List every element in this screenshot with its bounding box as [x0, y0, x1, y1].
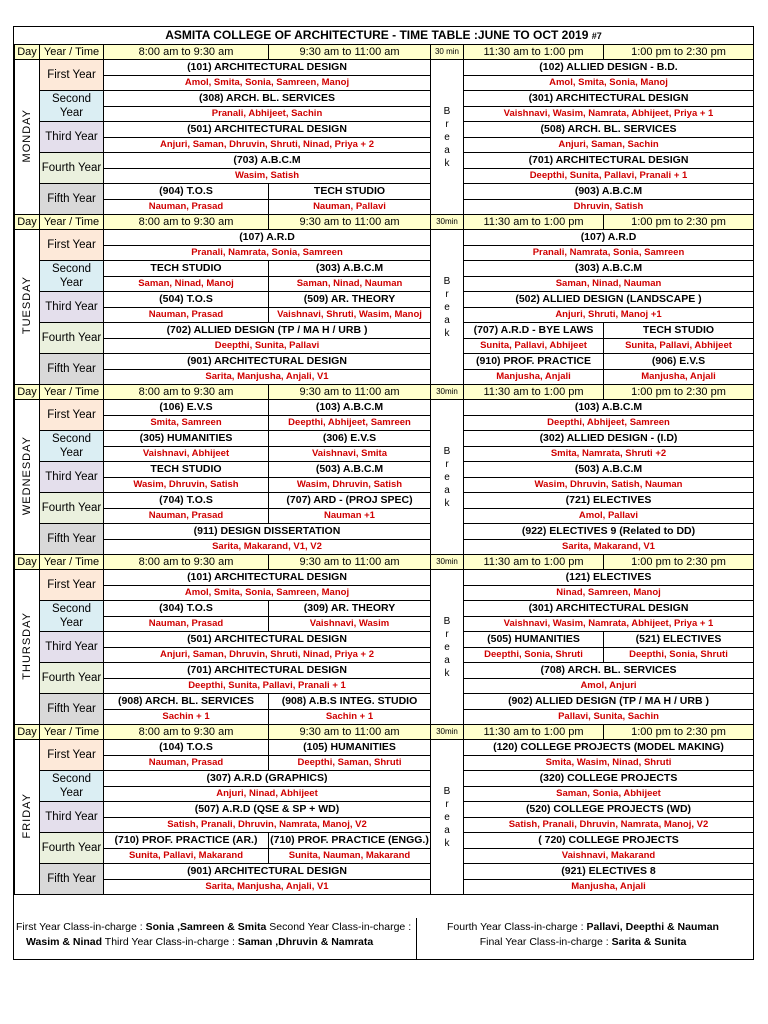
course-cell: (107) A.R.D	[464, 230, 754, 246]
course-cell: (304) T.O.S	[104, 601, 269, 617]
faculty-cell: Deepthi, Saman, Shruti	[269, 756, 431, 771]
header-slot-4: 1:00 pm to 2:30 pm	[604, 385, 754, 400]
day-name: FRIDAY	[21, 792, 33, 839]
faculty-cell: Satish, Pranali, Dhruvin, Namrata, Manoj, V2	[464, 818, 754, 833]
header-year-time: Year / Time	[40, 725, 104, 740]
year-label: First Year	[40, 400, 104, 431]
faculty-cell: Sarita, Makarand, V1	[464, 540, 754, 555]
course-cell: (901) ARCHITECTURAL DESIGN	[104, 354, 431, 370]
course-cell: (520) COLLEGE PROJECTS (WD)	[464, 802, 754, 818]
course-cell: ( 720) COLLEGE PROJECTS	[464, 833, 754, 849]
header-year-time: Year / Time	[40, 385, 104, 400]
break-letter: e	[444, 131, 450, 143]
header-slot-2: 9:30 am to 11:00 am	[269, 555, 431, 570]
faculty-cell: Vaishnavi, Smita	[269, 447, 431, 462]
day-label-tuesday	[15, 230, 40, 385]
faculty-cell: Satish, Pranali, Dhruvin, Namrata, Manoj, V2	[104, 818, 431, 833]
header-slot-4: 1:00 pm to 2:30 pm	[604, 215, 754, 230]
year-label: Third Year	[40, 632, 104, 663]
course-cell: (708) ARCH. BL. SERVICES	[464, 663, 754, 679]
faculty-cell: Nauman, Prasad	[104, 308, 269, 323]
course-cell: (501) ARCHITECTURAL DESIGN	[104, 122, 431, 138]
course-cell: (721) ELECTIVES	[464, 493, 754, 509]
faculty-cell: Anjuri, Shruti, Manoj +1	[464, 308, 754, 323]
faculty-cell: Nauman +1	[269, 509, 431, 524]
timetable-grid	[14, 44, 754, 895]
header-slot-3: 11:30 am to 1:00 pm	[464, 45, 604, 60]
break-letter: a	[444, 654, 450, 666]
faculty-cell: Pranali, Abhijeet, Sachin	[104, 107, 431, 122]
first-year-incharge-label: First Year Class-in-charge :	[16, 921, 146, 933]
course-cell: (703) A.B.C.M	[104, 153, 431, 169]
course-cell: (309) AR. THEORY	[269, 601, 431, 617]
break-letter: a	[444, 314, 450, 326]
course-cell: (320) COLLEGE PROJECTS	[464, 771, 754, 787]
course-cell: TECH STUDIO	[104, 462, 269, 478]
year-label: First Year	[40, 570, 104, 601]
faculty-cell: Smita, Namrata, Shruti +2	[464, 447, 754, 462]
course-cell: (710) PROF. PRACTICE (ENGG.)	[269, 833, 431, 849]
course-cell: (503) A.B.C.M	[269, 462, 431, 478]
course-cell: (701) ARCHITECTURAL DESIGN	[104, 663, 431, 679]
year-label: Fifth Year	[40, 864, 104, 895]
faculty-cell: Nauman, Pallavi	[269, 200, 431, 215]
course-cell: (901) ARCHITECTURAL DESIGN	[104, 864, 431, 880]
faculty-cell: Wasim, Satish	[104, 169, 431, 184]
final-year-incharge-label: Final Year Class-in-charge :	[479, 936, 612, 948]
faculty-cell: Wasim, Dhruvin, Satish, Nauman	[464, 478, 754, 493]
page-title	[14, 27, 753, 45]
course-cell: (501) ARCHITECTURAL DESIGN	[104, 632, 431, 648]
break-letter: k	[444, 497, 450, 509]
first-year-incharge-names: Sonia ,Samreen & Smita	[145, 921, 267, 933]
faculty-cell: Manjusha, Anjali	[604, 370, 754, 385]
day-name: WEDNESDAY	[21, 435, 33, 516]
course-cell: (120) COLLEGE PROJECTS (MODEL MAKING)	[464, 740, 754, 756]
faculty-cell: Sunita, Nauman, Makarand	[269, 849, 431, 864]
year-label: Third Year	[40, 462, 104, 493]
faculty-cell: Deepthi, Sonia, Shruti	[604, 648, 754, 663]
break-letter: r	[445, 798, 449, 810]
header-break: 30min	[431, 385, 464, 400]
header-day: Day	[15, 215, 40, 230]
year-label: Third Year	[40, 122, 104, 153]
header-day: Day	[15, 385, 40, 400]
day-name: TUESDAY	[21, 276, 33, 335]
title-text: ASMITA COLLEGE OF ARCHITECTURE - TIME TABLE :JUNE TO OCT 2019	[165, 28, 589, 42]
course-cell: (922) ELECTIVES 9 (Related to DD)	[464, 524, 754, 540]
faculty-cell: Deepthi, Abhijeet, Samreen	[464, 416, 754, 431]
year-label: Second Year	[40, 601, 104, 632]
course-cell: (121) ELECTIVES	[464, 570, 754, 586]
break-letter: B	[443, 445, 451, 457]
course-cell: (908) ARCH. BL. SERVICES	[104, 694, 269, 710]
faculty-cell: Deepthi, Sunita, Pallavi, Pranali + 1	[104, 679, 431, 694]
course-cell: (102) ALLIED DESIGN - B.D.	[464, 60, 754, 76]
course-cell: (904) T.O.S	[104, 184, 269, 200]
faculty-cell: Saman, Sonia, Abhijeet	[464, 787, 754, 802]
course-cell: (710) PROF. PRACTICE (AR.)	[104, 833, 269, 849]
fourth-year-incharge-label: Fourth Year Class-in-charge :	[447, 921, 587, 933]
header-break: 30 min	[431, 45, 464, 60]
break-letter: r	[445, 118, 449, 130]
header-slot-2: 9:30 am to 11:00 am	[269, 215, 431, 230]
faculty-cell: Nauman, Prasad	[104, 756, 269, 771]
header-slot-3: 11:30 am to 1:00 pm	[464, 385, 604, 400]
break-letter: r	[445, 458, 449, 470]
day-label-friday	[15, 740, 40, 895]
year-label: First Year	[40, 230, 104, 261]
header-slot-2: 9:30 am to 11:00 am	[269, 385, 431, 400]
break-letter: a	[444, 824, 450, 836]
faculty-cell: Vaishnavi, Abhijeet	[104, 447, 269, 462]
break-letter: B	[443, 785, 451, 797]
course-cell: (521) ELECTIVES	[604, 632, 754, 648]
faculty-cell: Nauman, Prasad	[104, 617, 269, 632]
year-label: Second Year	[40, 771, 104, 802]
break-letter: k	[444, 837, 450, 849]
fourth-year-incharge-names: Pallavi, Deepthi & Nauman	[586, 921, 719, 933]
header-slot-3: 11:30 am to 1:00 pm	[464, 725, 604, 740]
faculty-cell: Sachin + 1	[104, 710, 269, 725]
year-label: Fifth Year	[40, 354, 104, 385]
course-cell: TECH STUDIO	[604, 323, 754, 339]
break-letter: B	[443, 105, 451, 117]
faculty-cell: Wasim, Dhruvin, Satish	[104, 478, 269, 493]
year-label: Third Year	[40, 802, 104, 833]
faculty-cell: Amol, Smita, Sonia, Manoj	[464, 76, 754, 91]
course-cell: (305) HUMANITIES	[104, 431, 269, 447]
faculty-cell: Sunita, Pallavi, Abhijeet	[604, 339, 754, 354]
faculty-cell: Smita, Wasim, Ninad, Shruti	[464, 756, 754, 771]
faculty-cell: Deepthi, Sunita, Pallavi, Pranali + 1	[464, 169, 754, 184]
faculty-cell: Sarita, Manjusha, Anjali, V1	[104, 880, 431, 895]
year-label: Fourth Year	[40, 663, 104, 694]
header-break: 30min	[431, 555, 464, 570]
course-cell: (107) A.R.D	[104, 230, 431, 246]
faculty-cell: Sachin + 1	[269, 710, 431, 725]
break-letter: e	[444, 641, 450, 653]
faculty-cell: Amol, Anjuri	[464, 679, 754, 694]
course-cell: (101) ARCHITECTURAL DESIGN	[104, 60, 431, 76]
course-cell: (921) ELECTIVES 8	[464, 864, 754, 880]
faculty-cell: Anjuri, Saman, Dhruvin, Shruti, Ninad, Priya + 2	[104, 138, 431, 153]
header-slot-1: 8:00 am to 9:30 am	[104, 385, 269, 400]
header-slot-1: 8:00 am to 9:30 am	[104, 555, 269, 570]
break-letter: k	[444, 667, 450, 679]
header-slot-2: 9:30 am to 11:00 am	[269, 725, 431, 740]
faculty-cell: Amol, Smita, Sonia, Samreen, Manoj	[104, 586, 431, 601]
final-year-incharge-names: Sarita & Sunita	[611, 936, 687, 948]
year-label: Fourth Year	[40, 323, 104, 354]
year-label: Second Year	[40, 91, 104, 122]
header-slot-4: 1:00 pm to 2:30 pm	[604, 45, 754, 60]
faculty-cell: Deepthi, Abhijeet, Samreen	[269, 416, 431, 431]
faculty-cell: Sarita, Manjusha, Anjali, V1	[104, 370, 431, 385]
year-label: Fifth Year	[40, 694, 104, 725]
day-label-monday	[15, 60, 40, 215]
faculty-cell: Anjuri, Ninad, Abhijeet	[104, 787, 431, 802]
header-slot-1: 8:00 am to 9:30 am	[104, 45, 269, 60]
faculty-cell: Smita, Samreen	[104, 416, 269, 431]
year-label: First Year	[40, 60, 104, 91]
break-column	[431, 230, 464, 385]
course-cell: (101) ARCHITECTURAL DESIGN	[104, 570, 431, 586]
faculty-cell: Anjuri, Saman, Dhruvin, Shruti, Ninad, Priya + 2	[104, 648, 431, 663]
header-slot-2: 9:30 am to 11:00 am	[269, 45, 431, 60]
day-name: MONDAY	[21, 108, 33, 163]
break-letter: a	[444, 144, 450, 156]
year-label: Second Year	[40, 261, 104, 292]
course-cell: (105) HUMANITIES	[269, 740, 431, 756]
day-label-thursday	[15, 570, 40, 725]
header-day: Day	[15, 725, 40, 740]
faculty-cell: Deepthi, Sonia, Shruti	[464, 648, 604, 663]
course-cell: (704) T.O.S	[104, 493, 269, 509]
faculty-cell: Anjuri, Saman, Sachin	[464, 138, 754, 153]
header-slot-4: 1:00 pm to 2:30 pm	[604, 725, 754, 740]
course-cell: (911) DESIGN DISSERTATION	[104, 524, 431, 540]
header-slot-1: 8:00 am to 9:30 am	[104, 215, 269, 230]
faculty-cell: Saman, Ninad, Nauman	[269, 277, 431, 292]
header-break: 30min	[431, 725, 464, 740]
course-cell: (906) E.V.S	[604, 354, 754, 370]
course-cell: (308) ARCH. BL. SERVICES	[104, 91, 431, 107]
year-label: Fourth Year	[40, 493, 104, 524]
course-cell: (908) A.B.S INTEG. STUDIO	[269, 694, 431, 710]
break-column	[431, 400, 464, 555]
course-cell: (307) A.R.D (GRAPHICS)	[104, 771, 431, 787]
header-slot-3: 11:30 am to 1:00 pm	[464, 555, 604, 570]
header-year-time: Year / Time	[40, 555, 104, 570]
faculty-cell: Vaishnavi, Makarand	[464, 849, 754, 864]
second-year-incharge-names: Wasim & Ninad	[26, 936, 103, 948]
course-cell: (303) A.B.C.M	[269, 261, 431, 277]
footer-right	[418, 920, 748, 950]
course-cell: (509) AR. THEORY	[269, 292, 431, 308]
course-cell: (503) A.B.C.M	[464, 462, 754, 478]
faculty-cell: Deepthi, Sunita, Pallavi	[104, 339, 431, 354]
timetable-sheet	[13, 26, 754, 960]
faculty-cell: Sunita, Pallavi, Makarand	[104, 849, 269, 864]
faculty-cell: Pranali, Namrata, Sonia, Samreen	[464, 246, 754, 261]
faculty-cell: Sunita, Pallavi, Abhijeet	[464, 339, 604, 354]
course-cell: (301) ARCHITECTURAL DESIGN	[464, 91, 754, 107]
faculty-cell: Manjusha, Anjali	[464, 880, 754, 895]
day-label-wednesday	[15, 400, 40, 555]
third-year-incharge-names: Saman ,Dhruvin & Namrata	[237, 936, 374, 948]
course-cell: (103) A.B.C.M	[464, 400, 754, 416]
header-slot-3: 11:30 am to 1:00 pm	[464, 215, 604, 230]
course-cell: (707) ARD - (PROJ SPEC)	[269, 493, 431, 509]
year-label: Fourth Year	[40, 153, 104, 184]
course-cell: (301) ARCHITECTURAL DESIGN	[464, 601, 754, 617]
faculty-cell: Vaishnavi, Wasim, Namrata, Abhijeet, Priya + 1	[464, 107, 754, 122]
header-slot-4: 1:00 pm to 2:30 pm	[604, 555, 754, 570]
course-cell: (502) ALLIED DESIGN (LANDSCAPE )	[464, 292, 754, 308]
break-letter: B	[443, 615, 451, 627]
course-cell: (103) A.B.C.M	[269, 400, 431, 416]
year-label: Fifth Year	[40, 524, 104, 555]
header-day: Day	[15, 45, 40, 60]
footer-left	[16, 920, 414, 950]
faculty-cell: Saman, Ninad, Nauman	[464, 277, 754, 292]
break-column	[431, 570, 464, 725]
course-cell: (701) ARCHITECTURAL DESIGN	[464, 153, 754, 169]
break-letter: k	[444, 327, 450, 339]
course-cell: (505) HUMANITIES	[464, 632, 604, 648]
course-cell: (504) T.O.S	[104, 292, 269, 308]
faculty-cell: Saman, Ninad, Manoj	[104, 277, 269, 292]
footer-divider	[416, 918, 417, 959]
course-cell: (508) ARCH. BL. SERVICES	[464, 122, 754, 138]
course-cell: (507) A.R.D (QSE & SP + WD)	[104, 802, 431, 818]
third-year-incharge-label: Third Year Class-in-charge :	[102, 936, 238, 948]
course-cell: (902) ALLIED DESIGN (TP / MA H / URB )	[464, 694, 754, 710]
break-letter: e	[444, 301, 450, 313]
course-cell: (303) A.B.C.M	[464, 261, 754, 277]
header-break: 30min	[431, 215, 464, 230]
course-cell: (106) E.V.S	[104, 400, 269, 416]
faculty-cell: Pranali, Namrata, Sonia, Samreen	[104, 246, 431, 261]
break-column	[431, 740, 464, 895]
course-cell: (707) A.R.D - BYE LAWS	[464, 323, 604, 339]
faculty-cell: Vaishnavi, Wasim	[269, 617, 431, 632]
version-tag: #7	[591, 31, 602, 41]
header-slot-1: 8:00 am to 9:30 am	[104, 725, 269, 740]
course-cell: TECH STUDIO	[104, 261, 269, 277]
break-letter: k	[444, 157, 450, 169]
break-letter: a	[444, 484, 450, 496]
break-letter: r	[445, 288, 449, 300]
faculty-cell: Vaishnavi, Wasim, Namrata, Abhijeet, Priya + 1	[464, 617, 754, 632]
year-label: Fifth Year	[40, 184, 104, 215]
year-label: Fourth Year	[40, 833, 104, 864]
header-year-time: Year / Time	[40, 45, 104, 60]
year-label: Second Year	[40, 431, 104, 462]
second-year-incharge-label: Second Year Class-in-charge :	[266, 921, 412, 933]
faculty-cell: Nauman, Prasad	[104, 200, 269, 215]
faculty-cell: Amol, Smita, Sonia, Samreen, Manoj	[104, 76, 431, 91]
faculty-cell: Manjusha, Anjali	[464, 370, 604, 385]
course-cell: (903) A.B.C.M	[464, 184, 754, 200]
year-label: Third Year	[40, 292, 104, 323]
faculty-cell: Vaishnavi, Shruti, Wasim, Manoj	[269, 308, 431, 323]
faculty-cell: Nauman, Prasad	[104, 509, 269, 524]
faculty-cell: Pallavi, Sunita, Sachin	[464, 710, 754, 725]
break-letter: B	[443, 275, 451, 287]
course-cell: (302) ALLIED DESIGN - (I.D)	[464, 431, 754, 447]
course-cell: (910) PROF. PRACTICE	[464, 354, 604, 370]
day-name: THURSDAY	[21, 611, 33, 680]
course-cell: TECH STUDIO	[269, 184, 431, 200]
course-cell: (702) ALLIED DESIGN (TP / MA H / URB )	[104, 323, 431, 339]
faculty-cell: Sarita, Makarand, V1, V2	[104, 540, 431, 555]
faculty-cell: Wasim, Dhruvin, Satish	[269, 478, 431, 493]
faculty-cell: Ninad, Samreen, Manoj	[464, 586, 754, 601]
header-day: Day	[15, 555, 40, 570]
break-letter: e	[444, 471, 450, 483]
year-label: First Year	[40, 740, 104, 771]
faculty-cell: Amol, Pallavi	[464, 509, 754, 524]
course-cell: (306) E.V.S	[269, 431, 431, 447]
faculty-cell: Dhruvin, Satish	[464, 200, 754, 215]
break-letter: r	[445, 628, 449, 640]
break-column	[431, 60, 464, 215]
class-in-charge-footer	[14, 918, 753, 959]
break-letter: e	[444, 811, 450, 823]
course-cell: (104) T.O.S	[104, 740, 269, 756]
header-year-time: Year / Time	[40, 215, 104, 230]
